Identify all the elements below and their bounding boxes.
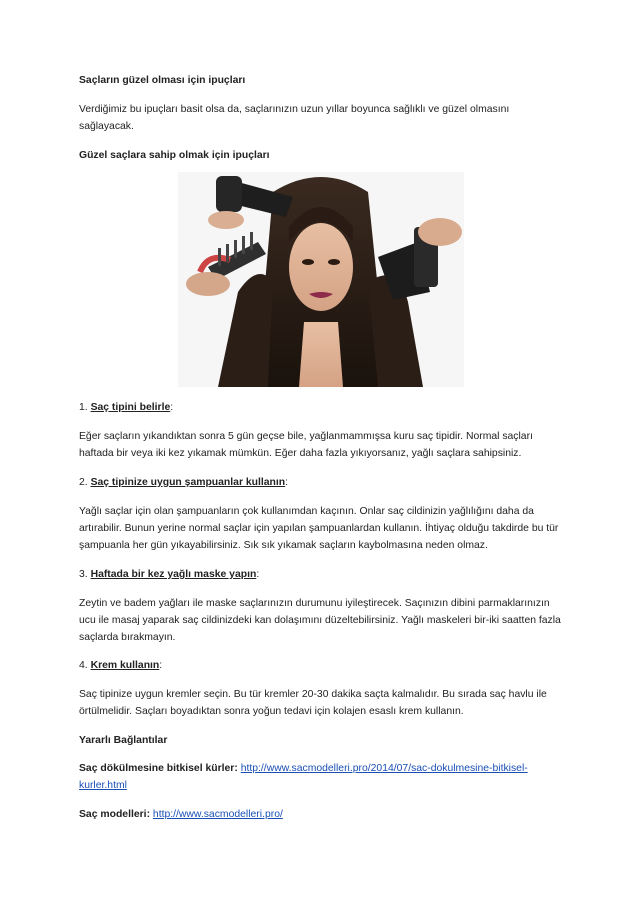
tip-heading-text: Krem kullanın <box>90 660 160 671</box>
tip-number: 3. <box>79 569 91 580</box>
tip-colon: : <box>170 402 174 413</box>
hair-loss-link[interactable]: http://www.sacmodelleri.pro/2014/07/sac-dokulmesine-bitkisel-kurler.html <box>79 763 528 791</box>
tip-2-heading <box>79 474 561 491</box>
tip-heading-text: Saç tipini belirle <box>90 402 171 413</box>
tip-3-heading <box>79 566 561 583</box>
intro-paragraph: Verdiğimiz bu ipuçları basit olsa da, saçlarınızın uzun yıllar boyunca sağlıklı ve güzel olmasını sağlayacak. <box>79 104 510 132</box>
link-row-hair-models <box>79 806 561 823</box>
tip-number: 4. <box>79 660 91 671</box>
tip-heading-text: Haftada bir kez yağlı maske yapın <box>90 569 257 580</box>
link-row-hair-loss <box>79 760 561 794</box>
link-label: Saç dökülmesine bitkisel kürler: <box>79 763 238 774</box>
page-title: Saçların güzel olması için ipuçları <box>79 75 246 86</box>
tip-4-heading <box>79 657 561 674</box>
hair-models-link[interactable]: http://www.sacmodelleri.pro/ <box>152 809 283 820</box>
subtitle: Güzel saçlara sahip olmak için ipuçları <box>79 150 270 161</box>
tip-number: 2. <box>79 477 91 488</box>
tip-1-heading <box>79 399 561 416</box>
tip-colon: : <box>285 477 289 488</box>
hair-styling-photo <box>178 172 464 387</box>
tip-heading-text: Saç tipinize uygun şampuanlar kullanın <box>90 477 286 488</box>
tip-1-body: Eğer saçların yıkandıktan sonra 5 gün geçse bile, yağlanmammışsa kuru saç tipidir. Normal saçları haftada bir veya iki kez yıkamak mümkün. Eğer daha fazla yıkıyorsanız, yağlı saçlara sahipsiniz. <box>79 431 533 459</box>
links-heading: Yararlı Bağlantılar <box>79 735 168 746</box>
tip-colon: : <box>159 660 163 671</box>
tip-4-body: Saç tipinize uygun kremler seçin. Bu tür kremler 20-30 dakika saçta kalmalıdır. Bu sırada saç havlu ile örtülmelidir. Saçları boyadıktan sonra yoğun tedavi için kolajen esaslı krem kullanın. <box>79 689 547 717</box>
tip-3-body: Zeytin ve badem yağları ile maske saçlarınızın durumunu iyileştirecek. Saçınızın dibini parmaklarınızın ucu ile masaj yaparak saç cildinizdeki kan dolaşımını düzeltebilirsiniz. Yağlı maskeleri bir-iki saatten fazla saçlarda bırakmayın. <box>79 598 561 643</box>
link-label: Saç modelleri: <box>79 809 151 820</box>
tip-2-body: Yağlı saçlar için olan şampuanların çok kullanımdan kaçının. Onlar saç cildinizin yağlılığını daha da artırabilir. Bunun yerine normal saçlar için yapılan şampuanlardan kullanın. İhtiyaç olduğu takdirde bu tür şampuanla her gün yıkayabilirsiniz. Sık sık yıkamak saçların kaybolmasına neden olmaz. <box>79 506 559 551</box>
tip-number: 1. <box>79 402 91 413</box>
tip-colon: : <box>256 569 260 580</box>
